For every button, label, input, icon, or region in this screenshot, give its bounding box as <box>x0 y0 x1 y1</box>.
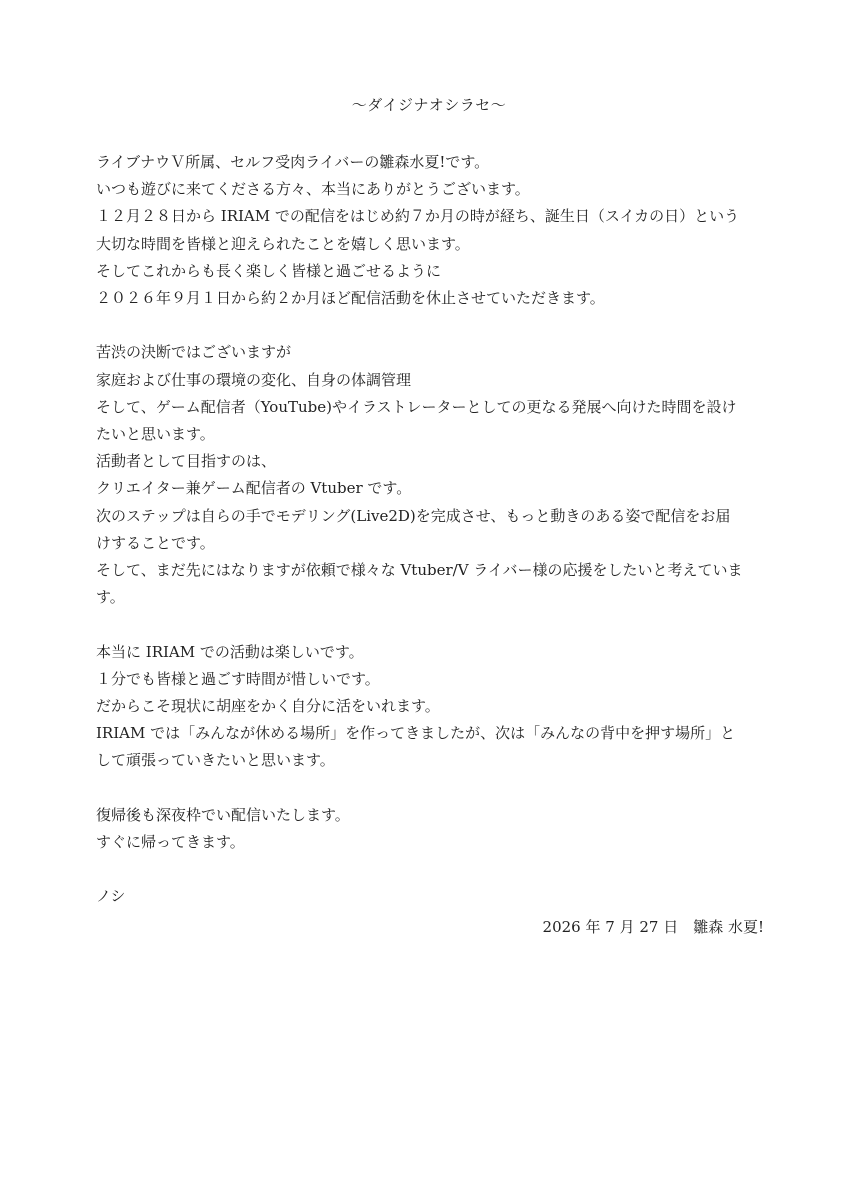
body-line: ライブナウＶ所属、セルフ受肉ライバーの雛森水夏!です。 <box>96 153 490 171</box>
paragraph-spacer <box>96 775 786 802</box>
body-line: ２０２６年９月１日から約２か月ほど配信活動を休止させていただきます。 <box>96 289 605 308</box>
paragraph-spacer <box>96 856 786 883</box>
body-line: けすることです。 <box>96 533 215 552</box>
document-body <box>96 149 786 911</box>
body-line: そしてこれからも長く楽しく皆様と過ごせるように <box>96 261 442 280</box>
body-line: そして、まだ先にはなりますが依頼で様々な Vtuber/V ライバー様の応援をしたいと考えていま <box>96 561 743 580</box>
body-line: して頑張っていきたいと思います。 <box>96 751 335 770</box>
body-line: IRIAM では「みんなが休める場所」を作ってきましたが、次は「みんなの背中を押す場所」と <box>96 724 736 743</box>
body-line: 苦渋の決断ではございますが <box>96 343 292 362</box>
body-line: 家庭および仕事の環境の変化、自身の体調管理 <box>96 370 412 389</box>
body-line: 大切な時間を皆様と迎えられたことを嬉しく思います。 <box>96 234 470 253</box>
body-line: 復帰後も深夜枠でい配信いたします。 <box>96 805 350 824</box>
body-line: だからこそ現状に胡座をかく自分に活をいれます。 <box>96 697 440 716</box>
body-line: 次のステップは自らの手でモデリング(Live2D)を完成させ、もっと動きのある姿で配信をお届 <box>96 506 731 525</box>
body-line: １２月２８日から IRIAM での配信をはじめ約７か月の時が経ち、誕生日（スイカの日）という <box>96 207 740 226</box>
body-line: たいと思います。 <box>96 425 215 444</box>
body-line: 活動者として目指すのは、 <box>96 452 277 471</box>
paragraph-spacer <box>96 611 786 638</box>
body-line: 本当に IRIAM での活動は楽しいです。 <box>96 642 364 661</box>
body-line: いつも遊びに来てくださる方々、本当にありがとうございます。 <box>96 180 530 199</box>
body-line: ノシ <box>96 887 126 906</box>
body-line: そして、ゲーム配信者（YouTube)やイラストレーターとしての更なる発展へ向けた時間を設け <box>96 397 737 416</box>
date-signature: 2026 年 7 月 27 日 雛森 水夏! <box>542 918 764 936</box>
body-line: クリエイター兼ゲーム配信者の Vtuber です。 <box>96 479 412 498</box>
paragraph-spacer <box>96 312 786 339</box>
body-line: すぐに帰ってきます。 <box>96 833 245 852</box>
document-title: ～ダイジナオシラセ～ <box>351 96 507 114</box>
body-line: １分でも皆様と過ごす時間が惜しいです。 <box>96 669 380 688</box>
body-line: す。 <box>96 588 125 607</box>
